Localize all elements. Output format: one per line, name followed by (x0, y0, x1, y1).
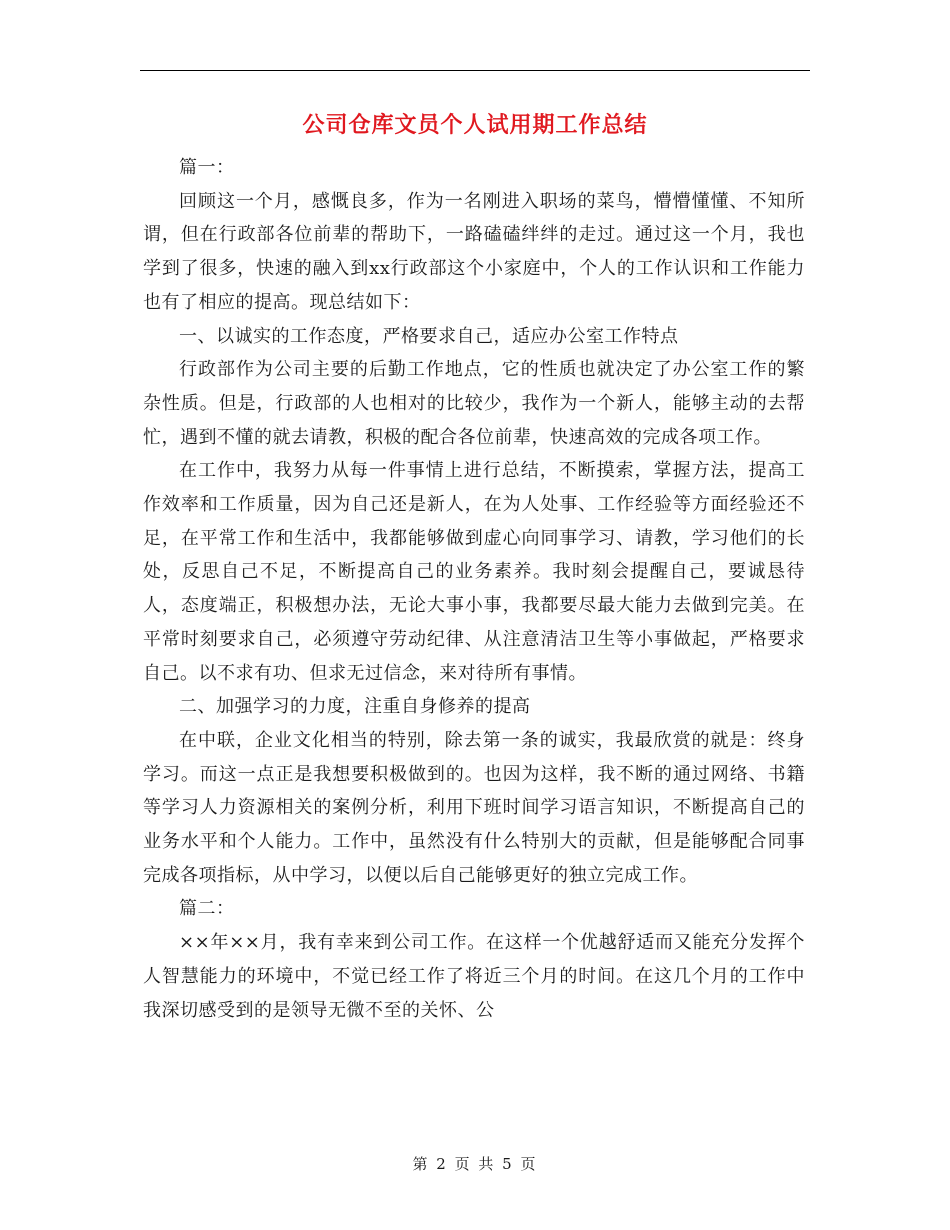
body-paragraph: ××年××月，我有幸来到公司工作。在这样一个优越舒适而又能充分发挥个人智慧能力的环境中，不觉已经工作了将近三个月的时间。在这几个月的工作中我深切感受到的是领导无微不至的关怀、公 (143, 932, 805, 1021)
section-heading-part-two: 篇二： (179, 898, 235, 920)
document-body (143, 151, 805, 1027)
body-paragraph: 行政部作为公司主要的后勤工作地点，它的性质也就决定了办公室工作的繁杂性质。但是，行政部的人也相对的比较少，我作为一个新人，能够主动的去帮忙，遇到不懂的就去请教，积极的配合各位前辈，快速高效的完成各项工作。 (143, 359, 805, 448)
section-heading-part-one: 篇一： (179, 157, 235, 178)
body-paragraph: 在中联，企业文化相当的特别，除去第一条的诚实，我最欣赏的就是：终身学习。而这一点正是我想要积极做到的。也因为这样，我不断的通过网络、书籍等学习人力资源相关的案例分析，利用下班时间学习语言知识，不断提高自己的业务水平和个人能力。工作中，虽然没有什么特别大的贡献，但是能够配合同事完成各项指标，从中学习，以便以后自己能够更好的独立完成工作。 (143, 729, 805, 886)
body-paragraph: 回顾这一个月，感慨良多，作为一名刚进入职场的菜鸟，懵懵懂懂、不知所谓，但在行政部各位前辈的帮助下，一路磕磕绊绊的走过。通过这一个月，我也学到了很多，快速的融入到xx行政部这个小家庭中，个人的工作认识和工作能力也有了相应的提高。现总结如下： (143, 190, 805, 313)
document-title: 公司仓库文员个人试用期工作总结 (302, 113, 648, 138)
subsection-heading: 一、以诚实的工作态度，严格要求自己，适应办公室工作特点 (179, 325, 679, 347)
header-rule (140, 70, 810, 71)
body-paragraph: 在工作中，我努力从每一件事情上进行总结，不断摸索，掌握方法，提高工作效率和工作质量，因为自己还是新人，在为人处事、工作经验等方面经验还不足，在平常工作和生活中，我都能够做到虚心向同事学习、请教，学习他们的长处，反思自己不足，不断提高自己的业务素养。我时刻会提醒自己，要诚恳待人，态度端正，积极想办法，无论大事小事，我都要尽最大能力去做到完美。在平常时刻要求自己，必须遵守劳动纪律、从注意清洁卫生等小事做起，严格要求自己。以不求有功、但求无过信念，来对待所有事情。 (143, 460, 805, 684)
subsection-heading: 二、加强学习的力度，注重自身修养的提高 (179, 696, 531, 718)
page-number-footer: 第 2 页 共 5 页 (412, 1155, 538, 1173)
